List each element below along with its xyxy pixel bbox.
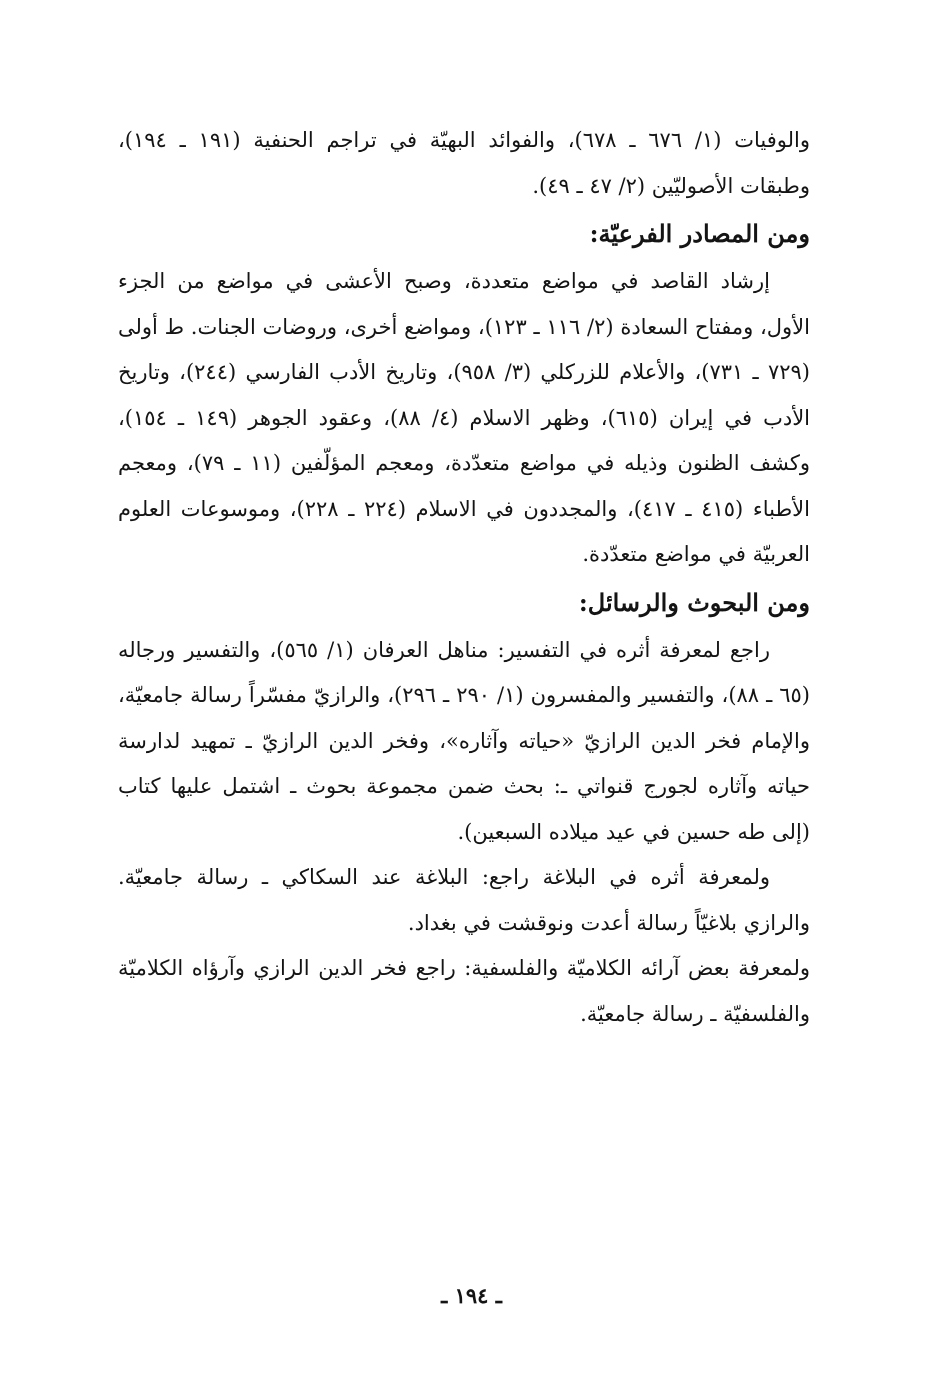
paragraph-secondary-sources: إرشاد القاصد في مواضع متعددة، وصبح الأعشى في مواضع من الجزء الأول، ومفتاح السعادة (٢/ ١١٦ ـ ١٢٣)، ومواضع أخرى، وروضات الجنات. ط أولى (٧٢٩ ـ ٧٣١)، والأعلام للزركلي (٣/ ٩٥٨)، وتاريخ الأدب الفارسي (٢٤٤)، وتاريخ الأدب في إيران (٦١٥)، وظهر الاسلام (٤/ ٨٨)، وعقود الجوهر (١٤٩ ـ ١٥٤)، وكشف الظنون وذيله في مواضع متعدّدة، ومعجم المؤلّفين (١١ ـ ٧٩)، ومعجم الأطباء (٤١٥ ـ ٤١٧)، والمجددون في الاسلام (٢٢٤ ـ ٢٢٨)، وموسوعات العلوم العربيّة في مواضع متعدّدة. [118, 269, 811, 566]
page-number: ـ ١٩٤ ـ [441, 1283, 502, 1308]
main-text [118, 118, 810, 1037]
paragraph-theology-philosophy-research: ولمعرفة بعض آرائه الكلاميّة والفلسفية: راجع فخر الدين الرازي وآرؤاه الكلاميّة والفلسفيّة ـ رسالة جامعيّة. [118, 956, 810, 1026]
heading-research-and-theses: ومن البحوث والرسائل: [578, 587, 810, 617]
heading-secondary-sources: ومن المصادر الفرعيّة: [589, 219, 810, 248]
paragraph-biographies-continued: والوفيات (١/ ٦٧٦ ـ ٦٧٨)، والفوائد البهيّة في تراجم الحنفية (١٩١ ـ ١٩٤)، وطبقات الأصوليّين (٢/ ٤٧ ـ ٤٩). [118, 128, 811, 198]
paragraph-tafsir-research: راجع لمعرفة أثره في التفسير: مناهل العرفان (١/ ٥٦٥)، والتفسير ورجاله (٦٥ ـ ٨٨)، والتفسير والمفسرون (١/ ٢٩٠ ـ ٢٩٦)، والرازيّ مفسّراً رسالة جامعيّة، والإمام فخر الدين الرازيّ «حياته وآثاره»، وفخر الدين الرازيّ ـ تمهيد لدارسة حياته وآثاره لجورج قنواتي ـ: بحث ضمن مجموعة بحوث ـ اشتمل عليها كتاب (إلى طه حسين في عيد ميلاده السبعين). [118, 637, 810, 844]
paragraph-rhetoric-research: ولمعرفة أثره في البلاغة راجع: البلاغة عند السكاكي ـ رسالة جامعيّة. والرازي بلاغيّاً رسالة أعدت ونوقشت في بغداد. [118, 865, 810, 935]
